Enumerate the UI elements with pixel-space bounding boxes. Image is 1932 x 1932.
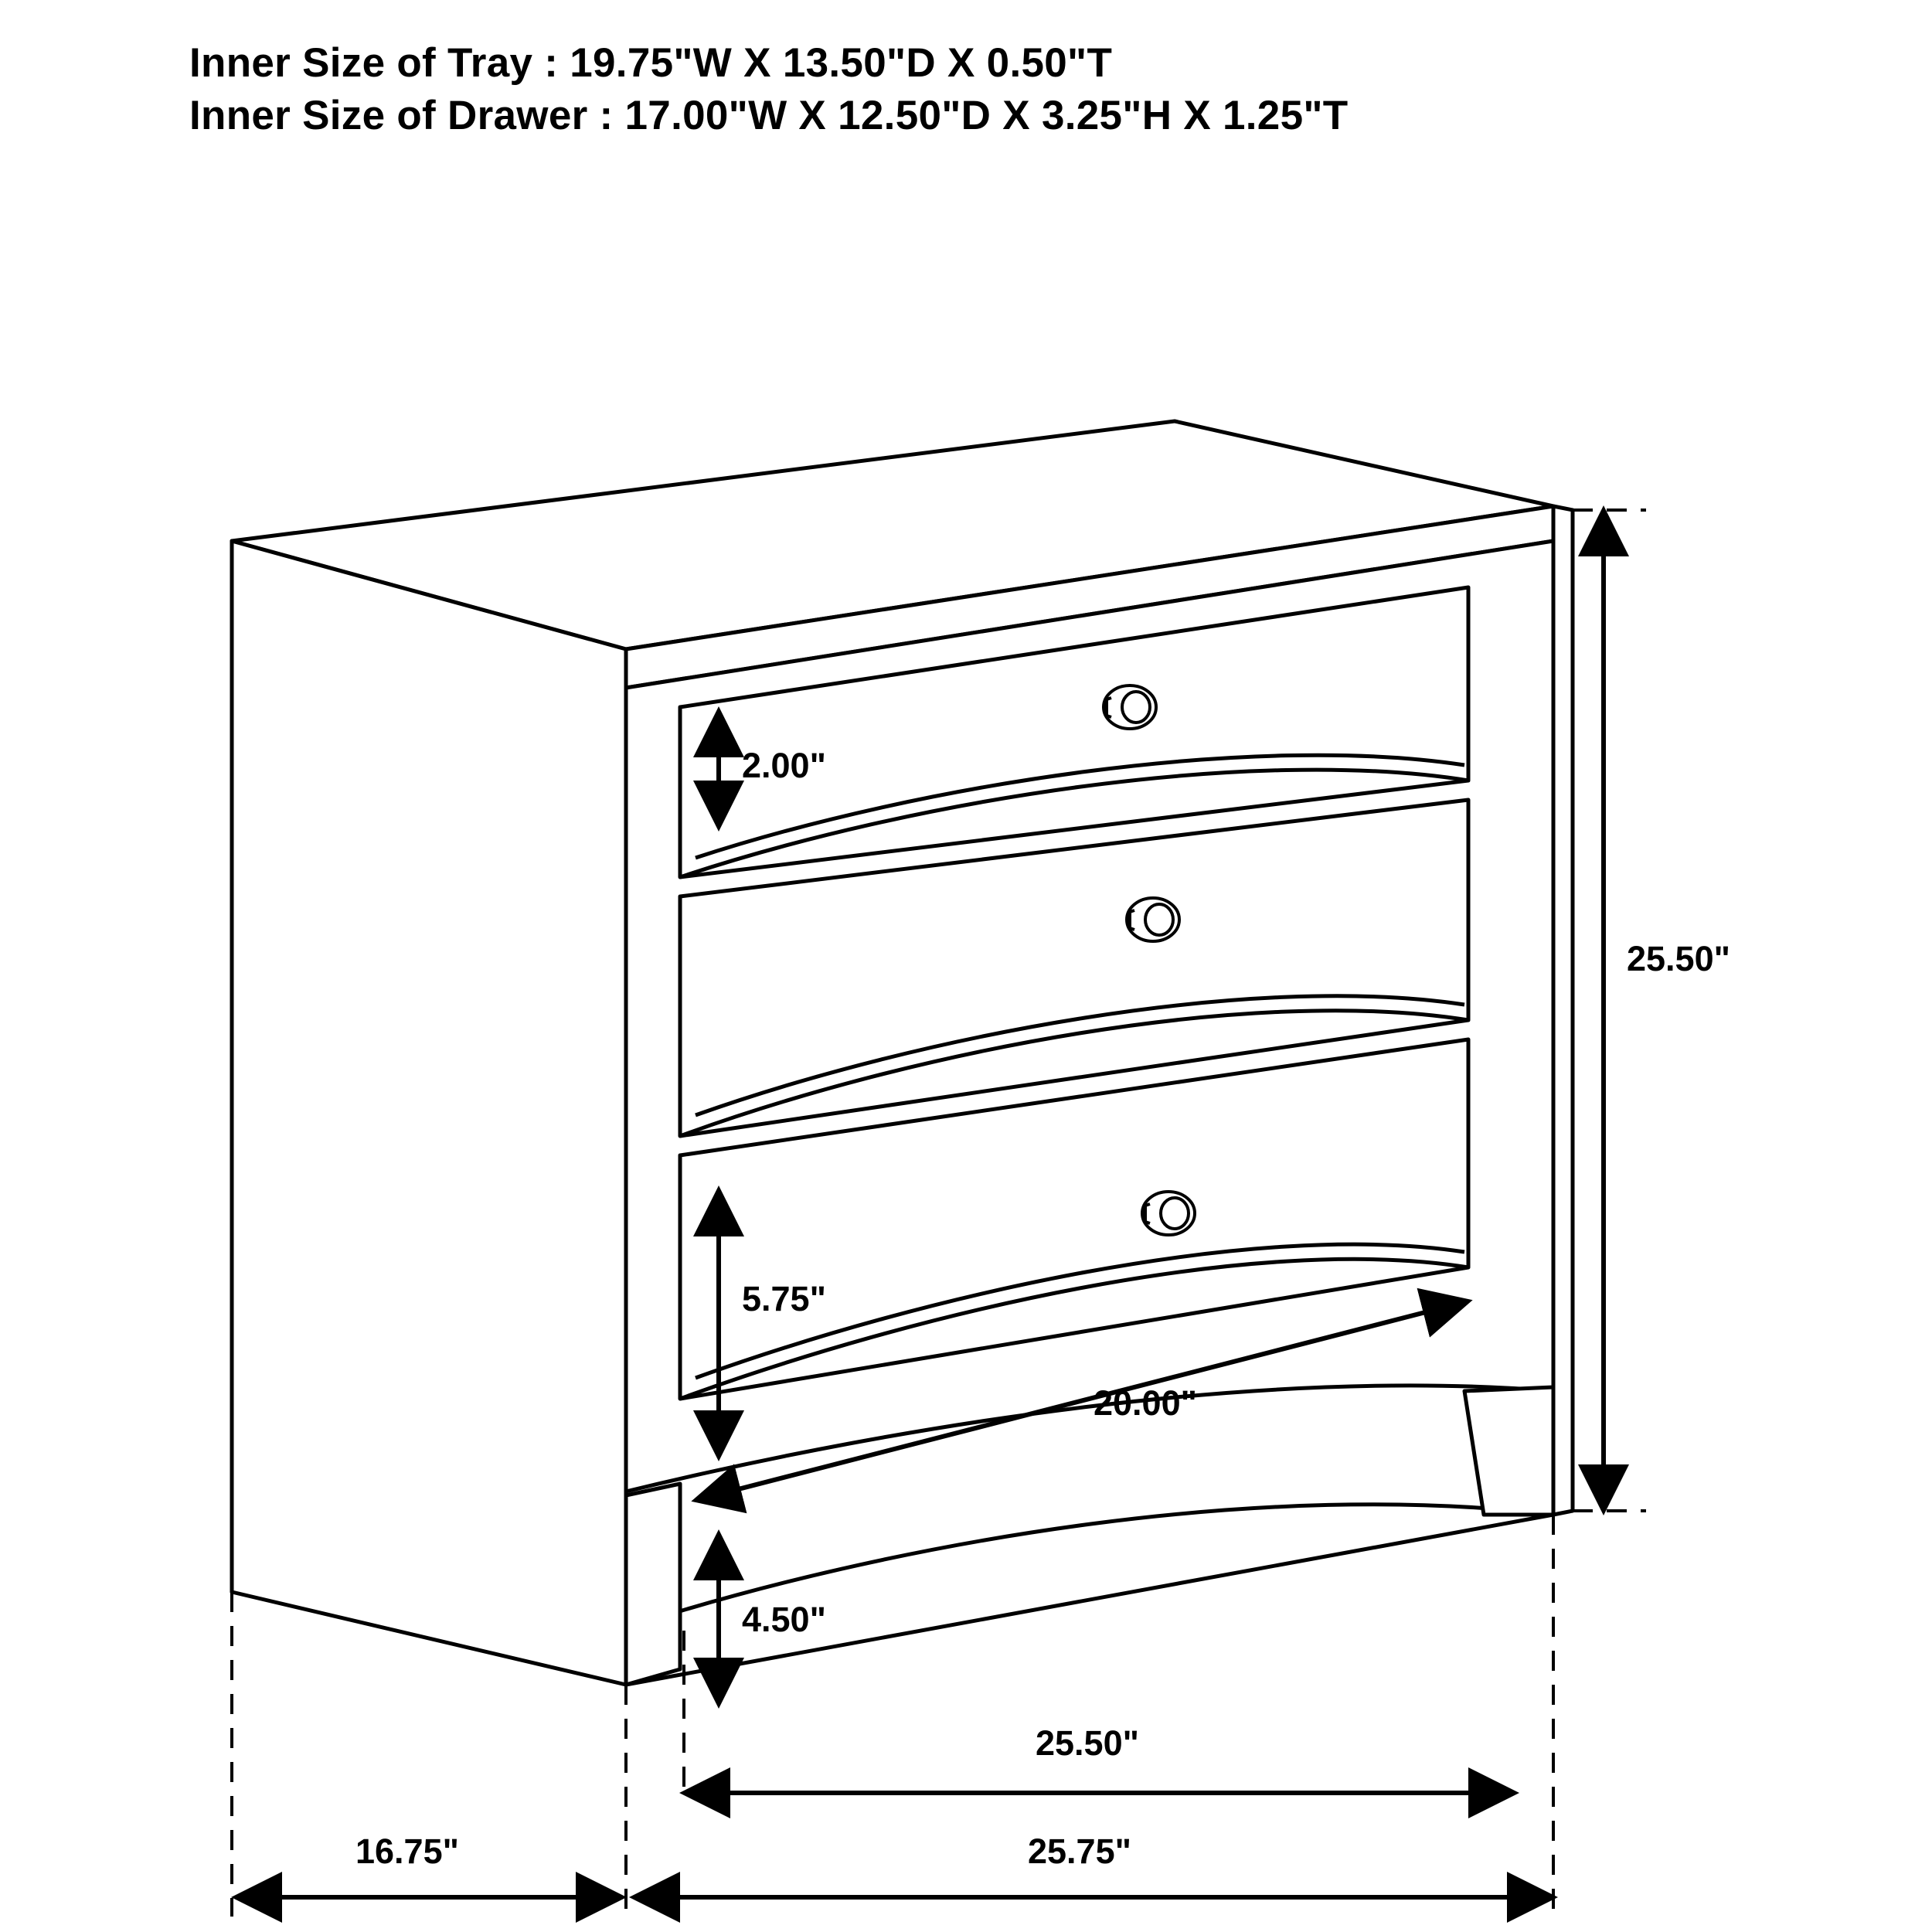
drawer-spec-line: Inner Size of Drawer : 17.00"W X 12.50"D X 3.25"H X 1.25"T	[189, 92, 1349, 138]
cabinet-left-side	[232, 541, 626, 1685]
dim-label-front-width-inner: 25.50"	[1036, 1723, 1139, 1763]
knob-middle-icon	[1127, 898, 1179, 941]
dim-label-overall-width: 25.75"	[1028, 1832, 1131, 1871]
cabinet-right-edge	[1553, 506, 1573, 1515]
leg-left	[626, 1484, 680, 1685]
tray-spec-line: Inner Size of Tray : 19.75"W X 13.50"D X 0.50"T	[189, 40, 1113, 86]
dim-label-side-depth: 16.75"	[355, 1832, 459, 1871]
dim-label-top-drawer-height: 2.00"	[742, 746, 826, 785]
dim-label-bottom-drawer-height: 5.75"	[742, 1279, 826, 1318]
knob-top-icon	[1104, 685, 1156, 729]
dim-label-overall-height: 25.50"	[1627, 939, 1730, 978]
dim-label-leg-height: 4.50"	[742, 1600, 826, 1639]
drawer-fronts	[680, 587, 1468, 1399]
dim-label-drawer-front-width: 20.00"	[1094, 1383, 1197, 1423]
knob-bottom-icon	[1142, 1192, 1195, 1235]
